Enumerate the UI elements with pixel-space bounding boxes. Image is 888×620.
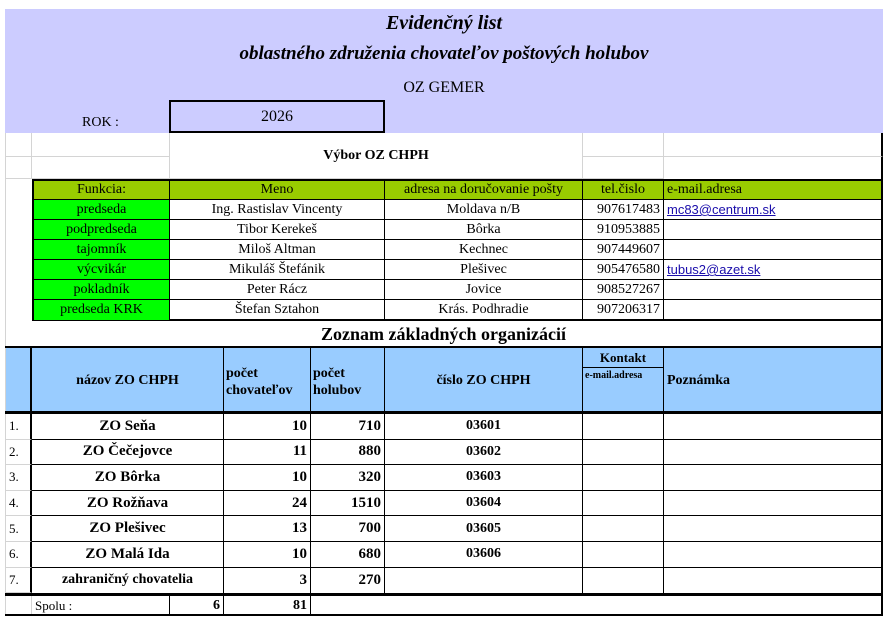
organizations-title: Zoznam základných organizácií (5, 321, 883, 347)
committee-phone: 907206317 (583, 300, 664, 320)
org-breeders: 24 (224, 491, 311, 517)
year-label: ROK : (82, 115, 119, 130)
grid-cell (5, 179, 32, 321)
org-breeders: 10 (224, 414, 311, 440)
committee-name: Miloš Altman (170, 240, 385, 260)
committee-title: Výbor OZ CHPH (170, 133, 583, 179)
org-name: ZO Rožňava (32, 491, 224, 517)
org-number: 03603 (385, 465, 583, 491)
org-index: 2. (5, 440, 32, 466)
org-pigeons: 880 (311, 440, 385, 466)
committee-address: Krás. Podhradie (385, 300, 583, 320)
committee-email-cell (664, 260, 881, 280)
org-pigeons: 680 (311, 542, 385, 568)
committee-name: Ing. Rastislav Vincenty (170, 200, 385, 220)
committee-role: predseda KRK (34, 300, 170, 320)
org-index: 7. (5, 568, 32, 594)
committee-role: predseda (34, 200, 170, 220)
committee-address: Plešivec (385, 260, 583, 280)
document-title: Evidenčný list (385, 12, 503, 34)
committee-email-cell (664, 200, 881, 220)
region-name: OZ GEMER (403, 79, 485, 96)
grid-cell (5, 133, 32, 157)
committee-email-link[interactable]: tubus2@azet.sk (667, 262, 761, 277)
org-number: 03601 (385, 414, 583, 440)
org-note-cell[interactable] (664, 568, 881, 594)
org-pigeons: 700 (311, 516, 385, 542)
total-label: Spolu : (32, 596, 170, 615)
committee-col-address: adresa na doručovanie pošty (385, 181, 583, 200)
total-breeders: 81 (224, 596, 311, 615)
year-field[interactable]: 2026 (169, 100, 385, 133)
committee-col-name: Meno (170, 181, 385, 200)
committee-email-cell (664, 240, 881, 260)
grid-cell (664, 157, 883, 179)
committee-email-cell (664, 280, 881, 300)
committee-email-link[interactable]: mc83@centrum.sk (667, 202, 776, 217)
document-subtitle: oblastného združenia chovateľov poštových holubov (239, 43, 649, 64)
committee-phone: 907617483 (583, 200, 664, 220)
org-col-contact: Kontakt (583, 348, 664, 368)
org-name: ZO Malá Ida (32, 542, 224, 568)
org-contact-cell[interactable] (583, 568, 664, 594)
committee-name: Štefan Sztahon (170, 300, 385, 320)
org-note-cell[interactable] (664, 465, 881, 491)
org-number: 03602 (385, 440, 583, 466)
committee-role: podpredseda (34, 220, 170, 240)
org-contact-cell[interactable] (583, 465, 664, 491)
grid-cell (32, 157, 170, 179)
org-name: zahraničný chovatelia (32, 568, 224, 594)
org-col-note: Poznámka (664, 348, 881, 413)
org-index: 6. (5, 542, 32, 568)
org-breeders: 10 (224, 542, 311, 568)
org-col-index (5, 348, 32, 413)
org-note-cell[interactable] (664, 516, 881, 542)
org-pigeons: 320 (311, 465, 385, 491)
grid-cell (5, 157, 32, 179)
committee-name: Peter Rácz (170, 280, 385, 300)
committee-address: Jovice (385, 280, 583, 300)
committee-phone: 905476580 (583, 260, 664, 280)
total-count: 6 (170, 596, 224, 615)
org-note-cell[interactable] (664, 542, 881, 568)
org-number: 03604 (385, 491, 583, 517)
committee-phone: 907449607 (583, 240, 664, 260)
committee-role: pokladník (34, 280, 170, 300)
grid-cell (5, 596, 32, 615)
org-contact-cell[interactable] (583, 542, 664, 568)
org-index: 4. (5, 491, 32, 517)
org-number (385, 568, 583, 594)
grid-cell (664, 133, 883, 157)
org-col-breeders: počet chovateľov (224, 348, 311, 413)
committee-col-role: Funkcia: (34, 181, 170, 200)
committee-email-cell (664, 220, 881, 240)
org-contact-cell[interactable] (583, 414, 664, 440)
org-breeders: 13 (224, 516, 311, 542)
org-pigeons: 270 (311, 568, 385, 594)
org-contact-cell[interactable] (583, 516, 664, 542)
org-breeders: 3 (224, 568, 311, 594)
org-name: ZO Čečejovce (32, 440, 224, 466)
org-breeders: 10 (224, 465, 311, 491)
committee-col-email: e-mail.adresa (664, 181, 881, 200)
committee-email-cell (664, 300, 881, 320)
org-col-contact-email: e-mail.adresa (583, 368, 664, 413)
grid-cell (583, 157, 664, 179)
committee-name: Mikuláš Štefánik (170, 260, 385, 280)
grid-cell (32, 133, 170, 157)
org-note-cell[interactable] (664, 491, 881, 517)
org-breeders: 11 (224, 440, 311, 466)
org-name: ZO Bôrka (32, 465, 224, 491)
committee-address: Moldava n/B (385, 200, 583, 220)
grid-cell (583, 133, 664, 157)
org-pigeons: 710 (311, 414, 385, 440)
org-index: 3. (5, 465, 32, 491)
committee-name: Tibor Kerekeš (170, 220, 385, 240)
org-col-number: číslo ZO CHPH (385, 348, 583, 413)
org-note-cell[interactable] (664, 440, 881, 466)
org-number: 03605 (385, 516, 583, 542)
committee-role: výcvikár (34, 260, 170, 280)
committee-col-phone: tel.čislo (583, 181, 664, 200)
org-col-name: názov ZO CHPH (32, 348, 224, 413)
org-index: 1. (5, 414, 32, 440)
org-number: 03606 (385, 542, 583, 568)
org-col-pigeons: počet holubov (311, 348, 385, 413)
org-contact-cell[interactable] (583, 440, 664, 466)
org-contact-cell[interactable] (583, 491, 664, 517)
org-note-cell[interactable] (664, 414, 881, 440)
divider (5, 614, 883, 616)
committee-phone: 910953885 (583, 220, 664, 240)
committee-address: Bôrka (385, 220, 583, 240)
org-name: ZO Plešivec (32, 516, 224, 542)
org-name: ZO Seňa (32, 414, 224, 440)
committee-address: Kechnec (385, 240, 583, 260)
org-index: 5. (5, 516, 32, 542)
org-pigeons: 1510 (311, 491, 385, 517)
committee-role: tajomník (34, 240, 170, 260)
committee-phone: 908527267 (583, 280, 664, 300)
